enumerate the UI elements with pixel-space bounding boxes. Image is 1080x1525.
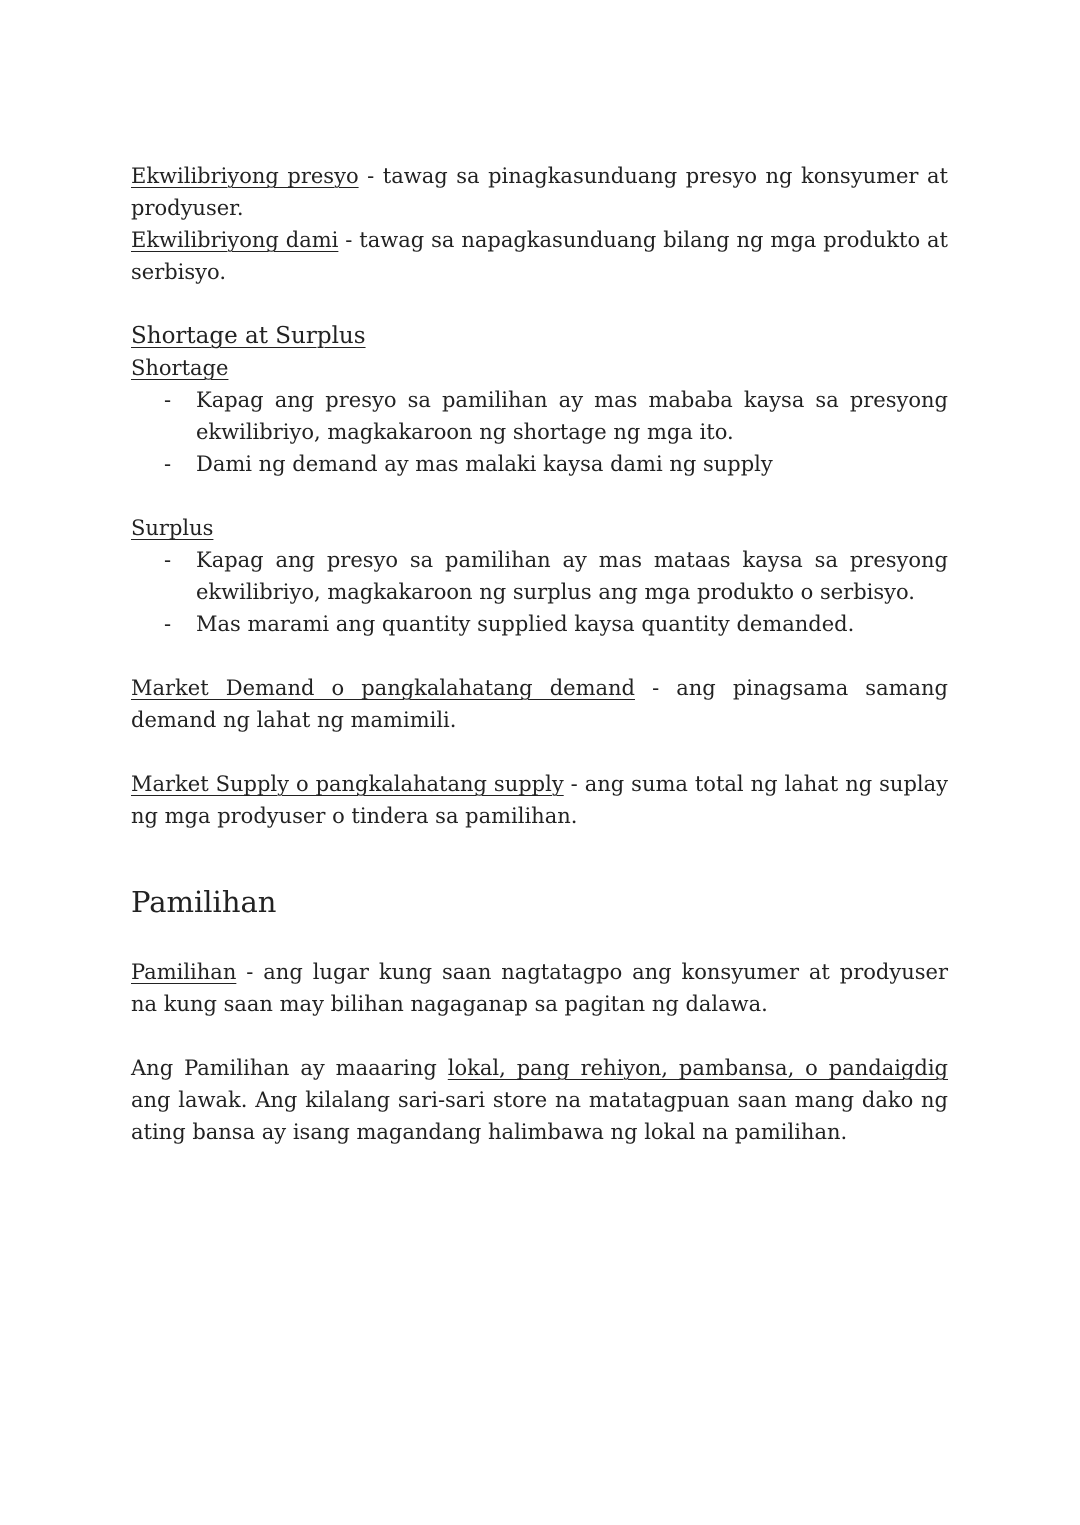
term-market-supply: Market Supply o pangkalahatang supply bbox=[131, 772, 564, 796]
shortage-surplus-heading-text: Shortage at Surplus bbox=[131, 323, 366, 349]
shortage-title bbox=[131, 352, 948, 384]
paragraph-text: Ang Pamilihan ay maaaring bbox=[131, 1056, 448, 1080]
term-ekwilibriyong-presyo: Ekwilibriyong presyo bbox=[131, 164, 359, 188]
term-market-demand: Market Demand o pangkalahatang demand bbox=[131, 676, 635, 700]
spacer bbox=[131, 288, 948, 320]
list-item: - Mas marami ang quantity supplied kaysa quantity demanded. bbox=[196, 608, 948, 640]
paragraph-text: ang lawak. Ang kilalang sari-sari store na matatagpuan saan mang dako ng ating bansa ay isang magandang halimbawa ng lokal na pamilihan. bbox=[131, 1088, 948, 1144]
definition-text: - ang suma total ng lahat ng suplay ng mga prodyuser o tindera sa pamilihan. bbox=[131, 772, 948, 828]
spacer bbox=[131, 736, 948, 768]
shortage-title-text: Shortage bbox=[131, 356, 229, 380]
definition-market-supply bbox=[131, 768, 948, 832]
definition-ekwilibriyong-dami bbox=[131, 224, 948, 288]
surplus-title-text: Surplus bbox=[131, 516, 214, 540]
surplus-list bbox=[131, 544, 948, 640]
pamilihan-paragraph bbox=[131, 1052, 948, 1148]
shortage-surplus-heading bbox=[131, 320, 948, 352]
shortage-list bbox=[131, 384, 948, 480]
term-ekwilibriyong-dami: Ekwilibriyong dami bbox=[131, 228, 339, 252]
pamilihan-scope-terms: lokal, pang rehiyon, pambansa, o pandaigdig bbox=[447, 1056, 948, 1080]
list-item: - Kapag ang presyo sa pamilihan ay mas mataas kaysa sa presyong ekwilibriyo, magkakaroon ng surplus ang mga produkto o serbisyo. bbox=[196, 544, 948, 608]
list-item: - Kapag ang presyo sa pamilihan ay mas mababa kaysa sa presyong ekwilibriyo, magkakaroon ng shortage ng mga ito. bbox=[196, 384, 948, 448]
spacer bbox=[131, 1020, 948, 1052]
document-page bbox=[131, 160, 948, 1148]
definition-pamilihan bbox=[131, 956, 948, 1020]
definition-text: - tawag sa napagkasunduang bilang ng mga produkto at serbisyo. bbox=[131, 228, 948, 284]
definition-text: - ang lugar kung saan nagtatagpo ang konsyumer at prodyuser na kung saan may bilihan nagaganap sa pagitan ng dalawa. bbox=[131, 960, 948, 1016]
surplus-title bbox=[131, 512, 948, 544]
list-item: - Dami ng demand ay mas malaki kaysa dami ng supply bbox=[196, 448, 948, 480]
spacer bbox=[131, 480, 948, 512]
definition-ekwilibriyong-presyo bbox=[131, 160, 948, 224]
spacer bbox=[131, 640, 948, 672]
pamilihan-heading: Pamilihan bbox=[131, 885, 277, 919]
definition-text: - ang pinagsama samang demand ng lahat ng mamimili. bbox=[131, 676, 948, 732]
term-pamilihan: Pamilihan bbox=[131, 960, 237, 984]
definition-text: - tawag sa pinagkasunduang presyo ng konsyumer at prodyuser. bbox=[131, 164, 948, 220]
definition-market-demand bbox=[131, 672, 948, 736]
